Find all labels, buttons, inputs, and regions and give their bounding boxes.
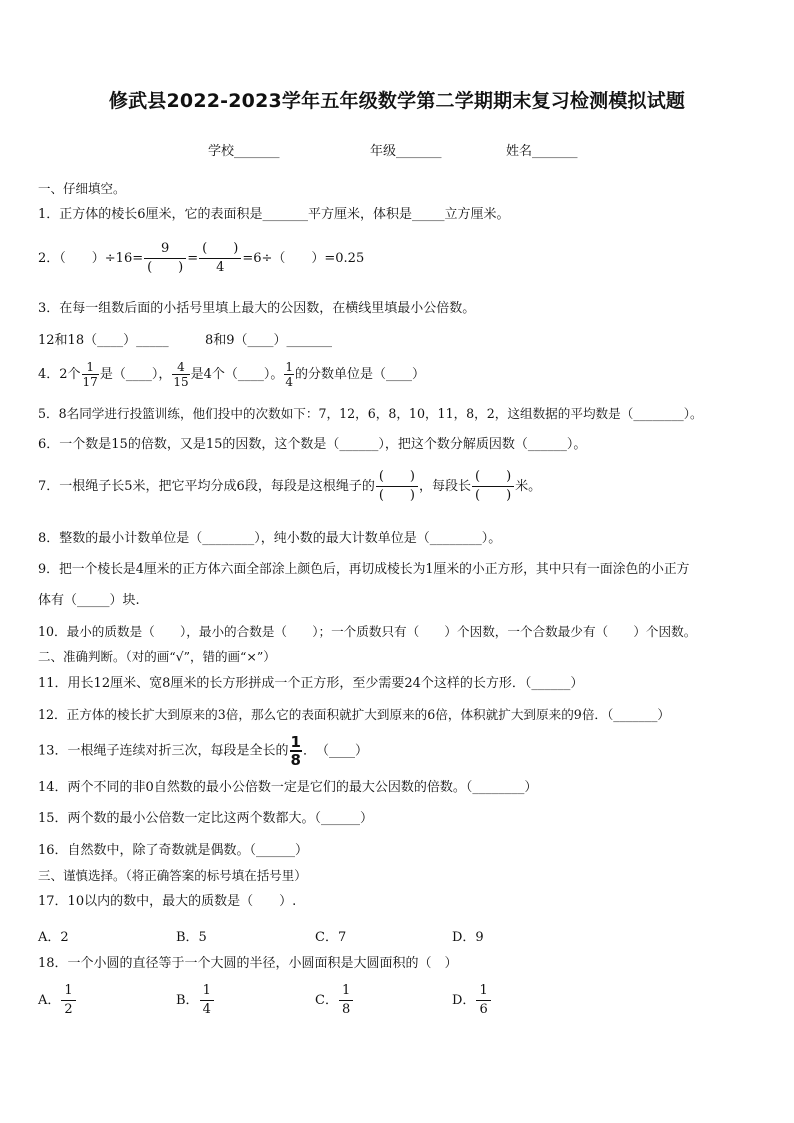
q18-d-fraction — [476, 982, 490, 1019]
question-4 — [38, 360, 425, 389]
question-5: 5．8名同学进行投篮训练，他们投中的次数如下：7，12，6，8，10，11，8，2，这组数据的平均数是（________）。 — [38, 406, 703, 421]
q7-fraction-1 — [376, 468, 418, 505]
question-18: 18．一个小圆的直径等于一个大圆的半径，小圆面积是大圆面积的（ ） — [38, 956, 458, 971]
q17-option-a: A．2 — [38, 930, 69, 945]
q18-c-fraction — [339, 982, 353, 1019]
q18-option-d — [452, 982, 492, 1019]
q4-part-b: 是（____）， — [99, 367, 172, 382]
q18-c-numerator: 1 — [339, 982, 353, 1001]
q4-f1-numerator: 1 — [82, 360, 99, 375]
q18-option-b — [176, 982, 215, 1019]
q18-a-denominator: 2 — [64, 1002, 73, 1017]
q7-part-c: 米。 — [515, 479, 542, 494]
q7-part-a: 7．一根绳子长5米，把它平均分成6段，每段是这根绳子的 — [38, 479, 375, 494]
q4-part-a: 4．2个 — [38, 367, 81, 382]
question-14: 14．两个不同的非0自然数的最小公倍数一定是它们的最大公因数的倍数。（________） — [38, 780, 538, 795]
q2-part-a: （ ）÷16= — [59, 251, 144, 266]
question-8: 8．整数的最小计数单位是（________），纯小数的最大计数单位是（________）。 — [38, 531, 502, 546]
school-blank: _______ — [234, 144, 280, 159]
q18-b-fraction — [200, 982, 214, 1019]
q2-f1-numerator: 9 — [144, 240, 186, 259]
q4-f3-denominator: 4 — [285, 375, 294, 389]
question-13 — [38, 734, 368, 768]
page-title: 修武县2022-2023学年五年级数学第二学期期末复习检测模拟试题 — [108, 90, 686, 112]
question-7 — [38, 468, 541, 505]
grade-blank: _______ — [396, 144, 442, 159]
q7-fraction-2 — [472, 468, 514, 505]
q18-d-numerator: 1 — [476, 982, 490, 1001]
q2-equals: = — [187, 251, 199, 266]
q7-f1-denominator: ( ) — [378, 488, 415, 503]
q4-f2-denominator: 15 — [173, 375, 189, 389]
q17-option-b: B．5 — [176, 930, 207, 945]
question-2 — [38, 240, 364, 277]
question-11: 11．用长12厘米、宽8厘米的长方形拼成一个正方形，至少需要24个这样的长方形．（______） — [38, 676, 584, 691]
question-6: 6．一个数是15的倍数，又是15的因数，这个数是（______），把这个数分解质因数（______）。 — [38, 437, 587, 452]
q4-fraction-2 — [172, 360, 189, 389]
q17-option-d: D．9 — [452, 930, 484, 945]
section-heading-fill-in: 一、仔细填空。 — [38, 181, 126, 196]
q7-part-b: ，每段长 — [418, 479, 471, 494]
name-label: 姓名 — [506, 144, 533, 159]
q7-f2-denominator: ( ) — [475, 488, 512, 503]
q13-fraction — [290, 734, 302, 768]
q4-f3-numerator: 1 — [285, 360, 294, 374]
q2-fraction-1 — [144, 240, 186, 277]
q4-part-d: 的分数单位是（____） — [295, 367, 426, 382]
q2-part-b: =6÷（ ）=0.25 — [242, 251, 365, 266]
school-field — [208, 140, 280, 159]
name-field — [506, 140, 578, 159]
q4-part-c: 是4个（____）。 — [190, 367, 284, 382]
question-9-line-1: 9．把一个棱长是4厘米的正方体六面全部涂上颜色后，再切成棱长为1厘米的小正方形，其中只有一面涂色的小正方 — [38, 562, 690, 577]
q2-f2-numerator: ( ) — [199, 240, 241, 259]
q13-part-a: 13．一根绳子连续对折三次，每段是全长的 — [38, 743, 289, 759]
q13-part-b: ． （____） — [302, 743, 368, 759]
q18-a-numerator: 1 — [61, 982, 75, 1001]
name-blank: _______ — [532, 144, 578, 159]
q18-option-c — [315, 982, 354, 1019]
q18-b-label: B． — [176, 993, 199, 1008]
q7-f2-numerator: ( ) — [472, 468, 514, 487]
question-15: 15．两个数的最小公倍数一定比这两个数都大。（______） — [38, 811, 374, 826]
q4-fraction-3 — [284, 360, 294, 389]
q18-c-denominator: 8 — [341, 1002, 351, 1017]
q18-d-label: D． — [452, 993, 476, 1008]
q18-b-denominator: 4 — [202, 1002, 211, 1017]
section-heading-judge: 二、准确判断。（对的画“√”，错的画“×”） — [38, 649, 276, 664]
q2-f1-denominator: ( ) — [147, 260, 184, 275]
q4-f1-denominator: 17 — [82, 375, 98, 389]
q2-number: 2． — [38, 251, 60, 266]
q7-f1-numerator: ( ) — [376, 468, 418, 487]
q3-group-left: 12和18（____）_____ — [38, 333, 169, 348]
q18-d-denominator: 6 — [479, 1002, 488, 1017]
q4-f2-numerator: 4 — [172, 360, 189, 375]
q18-a-fraction — [61, 982, 75, 1019]
q18-a-label: A． — [38, 993, 61, 1008]
q3-group-right: 8和9（____）_______ — [205, 333, 333, 348]
q4-fraction-1 — [82, 360, 99, 389]
question-16: 16．自然数中，除了奇数就是偶数。（______） — [38, 843, 309, 858]
grade-field — [370, 140, 442, 159]
question-1: 1．正方体的棱长6厘米，它的表面积是_______平方厘米，体积是_____立方厘米。 — [38, 207, 510, 222]
q18-option-a — [38, 982, 77, 1019]
q18-c-label: C． — [315, 993, 338, 1008]
q13-denominator: 8 — [290, 751, 301, 769]
q17-option-c: C．7 — [315, 930, 347, 945]
grade-label: 年级 — [370, 144, 397, 159]
section-heading-choose: 三、谨慎选择。（将正确答案的标号填在括号里） — [38, 868, 307, 883]
question-3: 3．在每一组数后面的小括号里填上最大的公因数，在横线里填最小公倍数。 — [38, 301, 476, 316]
question-10: 10．最小的质数是（ ），最小的合数是（ ）；一个质数只有（ ）个因数，一个合数最少有（ ）个因数。 — [38, 624, 697, 639]
question-9-line-2: 体有（_____）块. — [38, 593, 140, 608]
question-12: 12．正方体的棱长扩大到原来的3倍，那么它的表面积就扩大到原来的6倍，体积就扩大到原来的9倍．（_______） — [38, 707, 670, 722]
q2-fraction-2 — [199, 240, 241, 277]
question-17: 17．10以内的数中，最大的质数是（ ）. — [38, 894, 297, 909]
q2-f2-denominator: 4 — [216, 260, 225, 275]
q13-numerator: 1 — [290, 733, 301, 751]
q18-b-numerator: 1 — [200, 982, 214, 1001]
school-label: 学校 — [208, 144, 235, 159]
